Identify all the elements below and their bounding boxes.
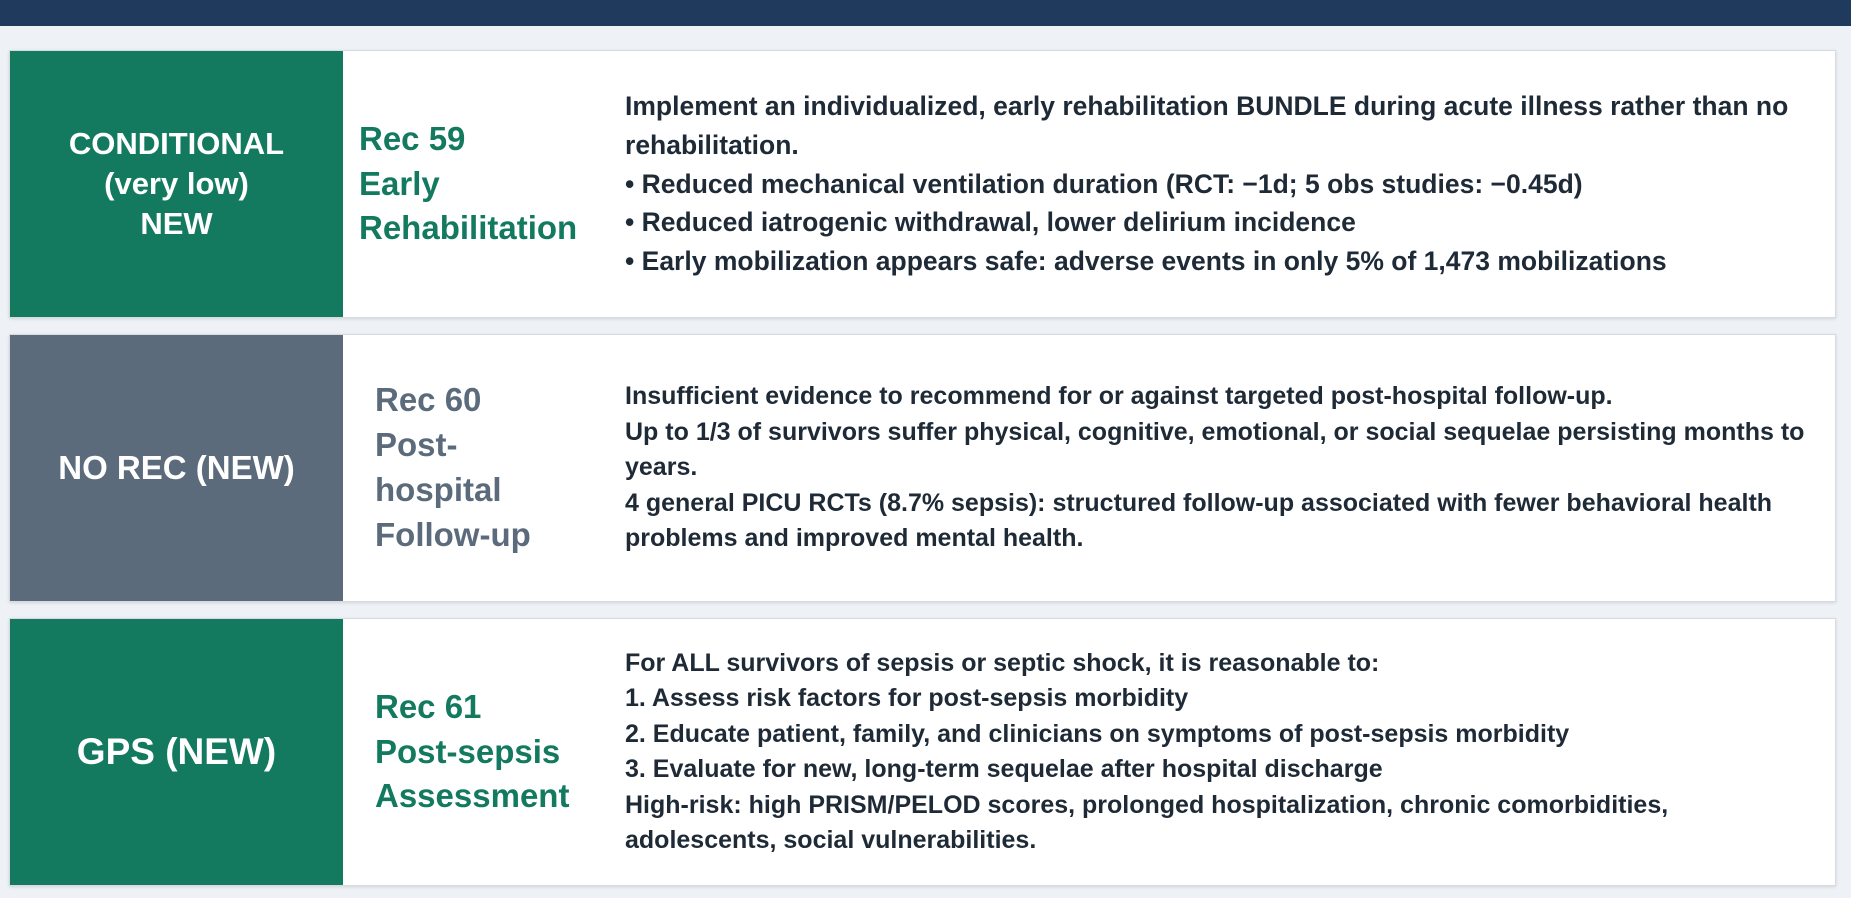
numbered-item: 1. Assess risk factors for post-sepsis morbidity (625, 684, 1189, 712)
rec-title-line: Early (359, 164, 440, 202)
rec-description (601, 51, 1835, 317)
bullet-item: • Reduced mechanical ventilation duration (RCT: −1d; 5 obs studies: −0.45d) (625, 168, 1583, 199)
rec-title-line: Follow-up (375, 515, 531, 553)
badge-line: CONDITIONAL (68, 125, 285, 161)
numbered-item: 3. Evaluate for new, long-term sequelae after hospital discharge (625, 755, 1383, 783)
strength-badge (10, 619, 343, 885)
rec-description (601, 619, 1835, 885)
header-bar (0, 0, 1851, 26)
rec-title (343, 335, 601, 601)
bullet-item: • Reduced iatrogenic withdrawal, lower delirium incidence (625, 207, 1356, 238)
description-line: 4 general PICU RCTs (8.7% sepsis): structured follow-up associated with fewer behavioral health problems and improved mental health. (625, 488, 1773, 553)
numbered-item: 2. Educate patient, family, and clinicians on symptoms of post-sepsis morbidity (625, 719, 1570, 748)
recommendation-card-60 (9, 334, 1836, 602)
description-line: High-risk: high PRISM/PELOD scores, prolonged hospitalization, chronic comorbidities, adolescents, social vulnerabilities. (625, 790, 1669, 854)
description-line: For ALL survivors of sepsis or septic shock, it is reasonable to: (625, 648, 1380, 677)
strength-badge (10, 51, 343, 317)
rec-title-line: Assessment (375, 777, 570, 815)
rec-title-line: Rec 60 (375, 381, 482, 419)
bullet-item: • Early mobilization appears safe: adverse events in only 5% of 1,473 mobilizations (625, 246, 1667, 277)
recommendation-card-59 (9, 50, 1836, 318)
rec-title-line: Post- (375, 426, 458, 464)
badge-line: (very low) (104, 165, 249, 201)
description-line: Insufficient evidence to recommend for or against targeted post-hospital follow-up. (625, 382, 1613, 411)
rec-title-line: Rehabilitation (359, 209, 578, 247)
rec-title (343, 619, 601, 885)
description-line: Up to 1/3 of survivors suffer physical, cognitive, emotional, or social sequelae persisting months to years. (625, 417, 1805, 482)
rec-description (601, 335, 1835, 601)
rec-title-line: Rec 61 (375, 687, 482, 725)
badge-line: NO REC (NEW) (58, 448, 295, 486)
rec-title-line: Rec 59 (359, 119, 466, 157)
rec-title (343, 51, 601, 317)
strength-badge (10, 335, 343, 601)
badge-line: GPS (NEW) (76, 730, 277, 772)
rec-title-line: Post-sepsis (375, 732, 561, 770)
recommendation-card-61 (9, 618, 1836, 886)
description-line: Implement an individualized, early rehabilitation BUNDLE during acute illness rather than no rehabilitation. (625, 91, 1789, 160)
rec-title-line: hospital (375, 471, 502, 508)
badge-line: NEW (140, 206, 213, 242)
